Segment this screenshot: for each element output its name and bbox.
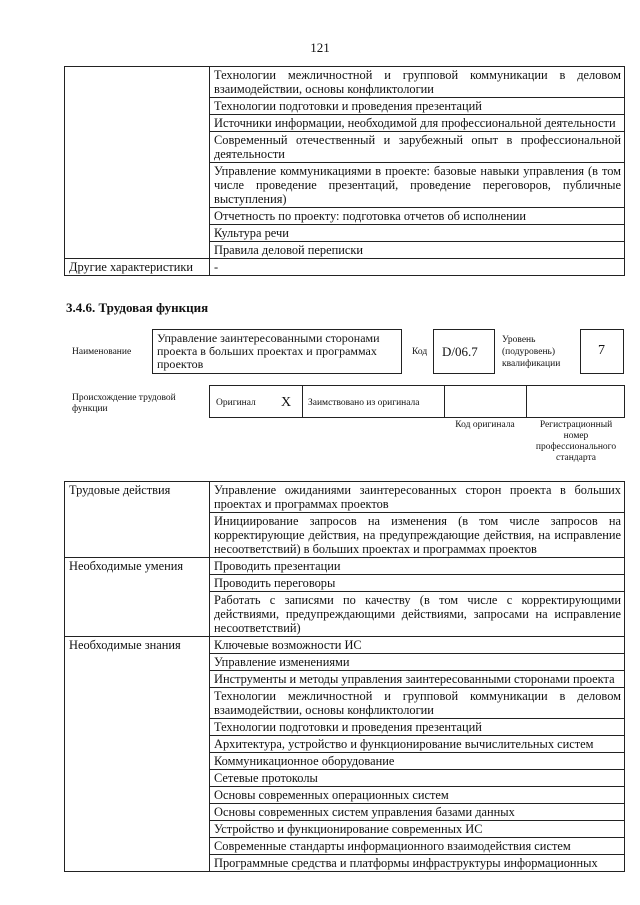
knowledge-item: Управление изменениями (210, 654, 625, 671)
skills-label: Необходимые умения (65, 558, 210, 637)
function-code: D/06.7 (442, 344, 478, 359)
knowledge-label: Необходимые знания (65, 637, 210, 872)
section-title: 3.4.6. Трудовая функция (66, 300, 209, 315)
knowledge-item: Коммуникационное оборудование (210, 753, 625, 770)
page-number: 121 (310, 40, 330, 55)
main-table (64, 481, 625, 872)
reg-caption: Регистрационный номер профессионального стандарта (535, 420, 617, 463)
top-item: Отчетность по проекту: подготовка отчетов об исполнении (210, 208, 625, 225)
original-label: Оригинал (216, 398, 256, 408)
original-mark: X (281, 395, 292, 410)
top-item: Технологии межличностной и групповой коммуникации в деловом взаимодействии, основы конфликтологии (210, 67, 625, 98)
knowledge-item: Технологии подготовки и проведения презентаций (210, 719, 625, 736)
top-item: Источники информации, необходимой для профессиональной деятельности (210, 115, 625, 132)
code-caption: Код оригинала (455, 420, 515, 430)
name-label: Наименование (72, 347, 132, 357)
knowledge-item: Современные стандарты информационного взаимодействия систем (210, 838, 625, 855)
knowledge-item: Устройство и функционирование современных ИС (210, 821, 625, 838)
top-item: Технологии подготовки и проведения презентаций (210, 98, 625, 115)
code-box (433, 329, 495, 374)
level-value: 7 (598, 343, 605, 358)
origin-label: Происхождение трудовой функции (72, 393, 176, 414)
action-item: Инициирование запросов на изменения (в том числе запросов на корректирующие действия, на предупреждающие действия, на исправление несоответствий) в больших проектах и программах проектов (210, 513, 625, 558)
top-table-empty-cell (65, 67, 210, 259)
origin-box (209, 385, 625, 418)
borrowed-label: Заимствовано из оригинала (308, 398, 420, 408)
top-item: Правила деловой переписки (210, 242, 625, 259)
knowledge-item: Технологии межличностной и групповой коммуникации в деловом взаимодействии, основы конфликтологии (210, 688, 625, 719)
top-item: Управление коммуникациями в проекте: базовые навыки управления (в том числе проведение презентаций, проведение переговоров, публичные выступления) (210, 163, 625, 208)
knowledge-item: Программные средства и платформы инфраструктуры информационных (210, 855, 625, 872)
level-label: Уровень (подуровень) квалификации (502, 335, 561, 369)
code-label: Код (412, 347, 428, 357)
skill-item: Работать с записями по качеству (в том числе с корректирующими действиями, предупреждающими действиями, запросами на исправление несоответствий) (210, 592, 625, 637)
other-characteristics-value: - (210, 259, 625, 276)
top-table (64, 66, 625, 276)
knowledge-item: Основы современных систем управления базами данных (210, 804, 625, 821)
level-box (580, 329, 624, 374)
knowledge-item: Архитектура, устройство и функционирование вычислительных систем (210, 736, 625, 753)
knowledge-item: Инструменты и методы управления заинтересованными сторонами проекта (210, 671, 625, 688)
knowledge-item: Ключевые возможности ИС (210, 637, 625, 654)
function-name: Управление заинтересованными сторонами проекта в больших проектах и программах проектов (157, 331, 380, 371)
knowledge-item: Основы современных операционных систем (210, 787, 625, 804)
action-item: Управление ожиданиями заинтересованных сторон проекта в больших проектах и программах проектов (210, 482, 625, 513)
skill-item: Проводить переговоры (210, 575, 625, 592)
top-item: Культура речи (210, 225, 625, 242)
knowledge-item: Сетевые протоколы (210, 770, 625, 787)
name-box (152, 329, 402, 374)
other-characteristics-label: Другие характеристики (65, 259, 210, 276)
skill-item: Проводить презентации (210, 558, 625, 575)
actions-label: Трудовые действия (65, 482, 210, 558)
top-item: Современный отечественный и зарубежный опыт в профессиональной деятельности (210, 132, 625, 163)
